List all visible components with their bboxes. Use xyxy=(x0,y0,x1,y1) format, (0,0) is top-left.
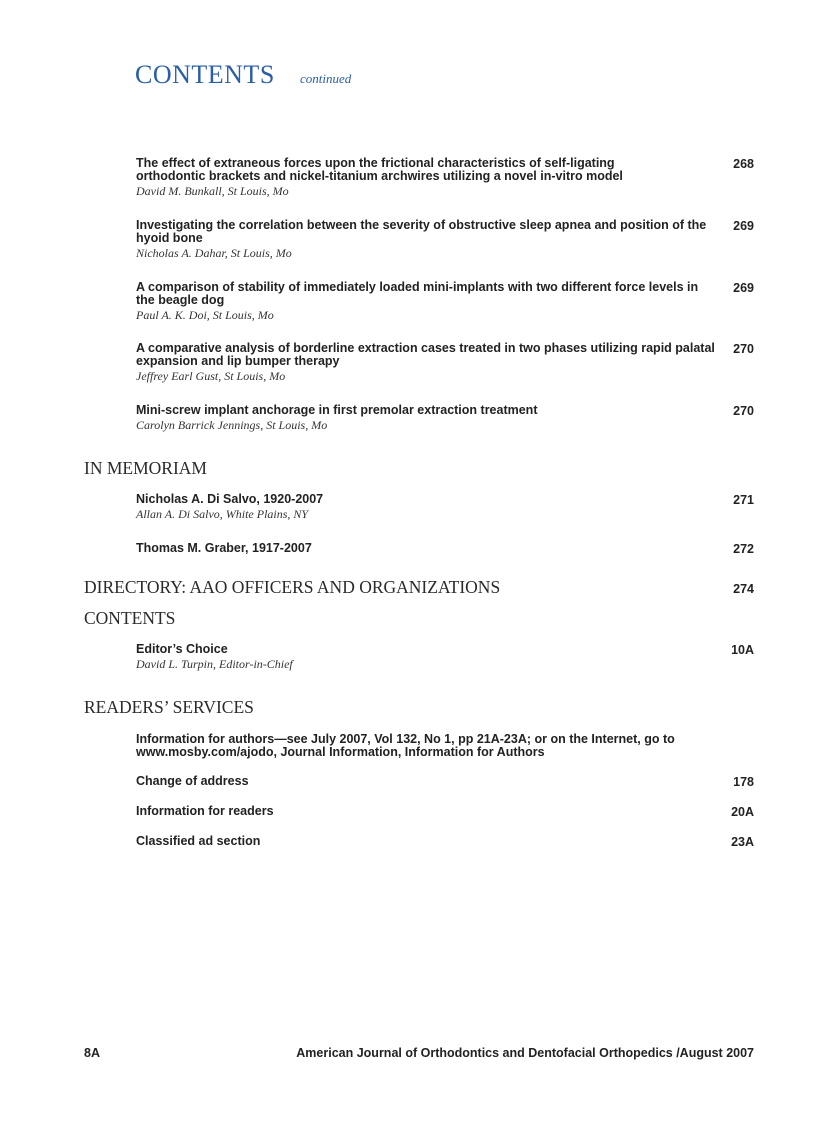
entry-page: 270 xyxy=(733,404,754,418)
entry-author: Allan A. Di Salvo, White Plains, NY xyxy=(136,507,309,521)
section-heading-contents: CONTENTS xyxy=(84,608,176,628)
entry-author: David M. Bunkall, St Louis, Mo xyxy=(136,184,289,198)
entry-title: Thomas M. Graber, 1917-2007 xyxy=(136,541,312,555)
toc-entry[interactable] xyxy=(136,643,716,672)
toc-entry[interactable] xyxy=(136,493,716,522)
entry-title: The effect of extraneous forces upon the frictional characteristics of self-ligating orthodontic brackets and nickel-titanium archwires utilizing a novel in-vitro model xyxy=(136,156,623,183)
toc-entry[interactable] xyxy=(136,805,716,818)
entry-title: Editor’s Choice xyxy=(136,642,228,656)
entry-title: Mini-screw implant anchorage in first premolar extraction treatment xyxy=(136,403,538,417)
toc-entry[interactable] xyxy=(136,219,716,261)
entry-page: 268 xyxy=(733,157,754,171)
toc-entry[interactable] xyxy=(136,404,716,433)
entry-author: Nicholas A. Dahar, St Louis, Mo xyxy=(136,246,292,260)
footer-journal: American Journal of Orthodontics and Dentofacial Orthopedics /August 2007 xyxy=(296,1046,754,1060)
entry-title: Information for authors—see July 2007, Vol 132, No 1, pp 21A-23A; or on the Internet, go to www.mosby.com/ajodo, Journal Information, Information for Authors xyxy=(136,732,675,759)
entry-title: Change of address xyxy=(136,774,249,788)
entry-title: A comparative analysis of borderline extraction cases treated in two phases utilizing rapid palatal expansion and lip bumper therapy xyxy=(136,341,715,368)
toc-entry[interactable] xyxy=(136,281,716,323)
section-heading-readers: READERS’ SERVICES xyxy=(84,697,254,717)
entry-author: David L. Turpin, Editor-in-Chief xyxy=(136,657,293,671)
entry-page: 178 xyxy=(733,775,754,789)
entry-author: Carolyn Barrick Jennings, St Louis, Mo xyxy=(136,418,328,432)
toc-entry[interactable] xyxy=(136,342,716,384)
entry-page: 271 xyxy=(733,493,754,507)
entry-title: A comparison of stability of immediately loaded mini-implants with two different force levels in the beagle dog xyxy=(136,280,699,307)
toc-entry[interactable] xyxy=(136,542,716,555)
entry-page: 272 xyxy=(733,542,754,556)
entry-title: Nicholas A. Di Salvo, 1920-2007 xyxy=(136,492,324,506)
footer-page-number: 8A xyxy=(84,1046,100,1060)
page-title: CONTENTS xyxy=(135,60,275,89)
entry-page: 20A xyxy=(731,805,754,819)
toc-entry[interactable] xyxy=(136,157,716,199)
section-heading-directory[interactable]: DIRECTORY: AAO OFFICERS AND ORGANIZATIONS xyxy=(84,577,501,597)
entry-page: 274 xyxy=(733,582,754,596)
toc-entry[interactable] xyxy=(136,835,716,848)
entry-page: 10A xyxy=(731,643,754,657)
entry-title: Information for readers xyxy=(136,804,274,818)
entry-page: 269 xyxy=(733,281,754,295)
entry-title: Classified ad section xyxy=(136,834,261,848)
page-subtitle: continued xyxy=(300,71,352,86)
section-heading-memoriam: IN MEMORIAM xyxy=(84,458,207,478)
toc-entry[interactable] xyxy=(136,733,726,759)
entry-page: 270 xyxy=(733,342,754,356)
entry-author: Jeffrey Earl Gust, St Louis, Mo xyxy=(136,369,286,383)
entry-page: 269 xyxy=(733,219,754,233)
entry-page: 23A xyxy=(731,835,754,849)
toc-entry[interactable] xyxy=(136,775,716,788)
entry-title: Investigating the correlation between the severity of obstructive sleep apnea and position of the hyoid bone xyxy=(136,218,707,245)
entry-author: Paul A. K. Doi, St Louis, Mo xyxy=(136,308,274,322)
